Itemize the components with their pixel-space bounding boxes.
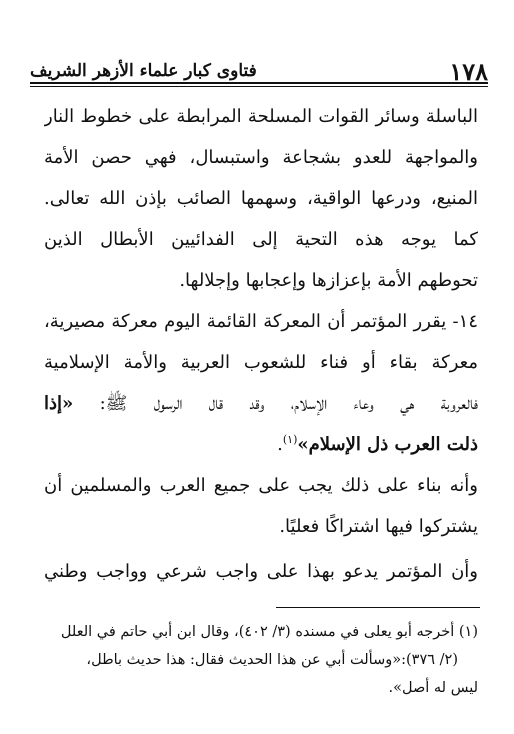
- text-line: تحوطهم الأمة بإعزازها وإعجابها وإجلالها.: [179, 270, 478, 291]
- footnotes: [34, 618, 478, 702]
- text-line: الباسلة وسائر القوات المسلحة المرابطة على خطوط النار: [44, 106, 478, 127]
- text-line: معركة بقاء أو فناء للشعوب العربية والأمة الإسلامية: [44, 352, 478, 373]
- hadith-quote: ذلت العرب ذل الإسلام»: [297, 434, 478, 455]
- main-text: [44, 96, 478, 592]
- page-number: ١٧٨: [449, 57, 488, 86]
- header-rule: [30, 82, 488, 84]
- footnote-line: ليس له أصل».: [388, 680, 478, 696]
- text-line: ١٤- يقرر المؤتمر أن المعركة القائمة اليوم معركة مصيرية،: [44, 311, 478, 332]
- running-header: [30, 58, 488, 88]
- text-line: وأنه بناء على ذلك يجب على جميع العرب والمسلمين أن: [44, 475, 478, 496]
- text-line: والمواجهة للعدو بشجاعة واستبسال، فهي حصن الأمة: [44, 147, 478, 168]
- footnote-line: (١) أخرجه أبو يعلى في مسنده (٣/ ٤٠٢)، وقال ابن أبي حاتم في العلل: [60, 624, 478, 640]
- running-title: فتاوى كبار علماء الأزهر الشريف: [30, 61, 257, 81]
- footnote-separator: [276, 607, 480, 608]
- footnote-reference[interactable]: (١): [282, 433, 298, 446]
- text-line: وأن المؤتمر يدعو بهذا على واجب شرعي وواجب وطني: [44, 561, 478, 582]
- hadith-quote-start: «إذا: [44, 393, 74, 414]
- header-rule-thin: [30, 86, 488, 87]
- footnote-line: (٢/ ٣٧٦):«وسألت أبي عن هذا الحديث فقال: هذا حديث باطل،: [86, 652, 458, 668]
- text-line: يشتركوا فيها اشتراكًا فعليًا.: [279, 516, 478, 537]
- text-line: كما يوجه هذه التحية إلى الفدائيين الأبطال الذين: [44, 229, 478, 250]
- text-line: المنيع، ودرعها الواقية، وسهمها الصائب بإذن الله تعالى.: [44, 188, 478, 209]
- text-line: [44, 383, 478, 424]
- text-line: [44, 424, 478, 465]
- hadith-lead-in: فالعروبة هي وعاء الإسلام، وقد قال الرسول ﷺ:: [73, 393, 478, 414]
- sentence-end: .: [277, 434, 283, 455]
